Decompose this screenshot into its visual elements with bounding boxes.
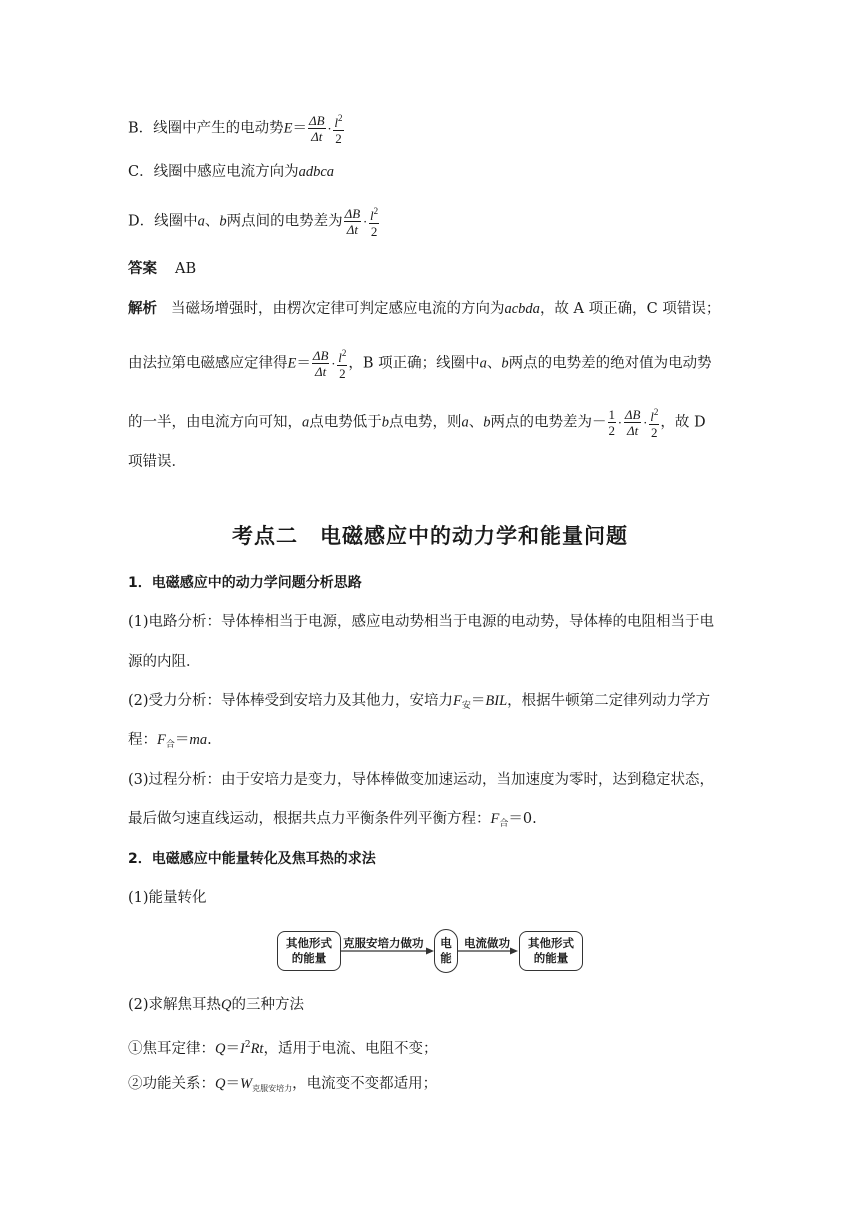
var-e: E — [283, 120, 293, 137]
analysis-text: 的一半，由电流方向可知， — [128, 414, 302, 431]
analysis-text: 由法拉第电磁感应定律得 — [128, 355, 288, 372]
var-bil: BIL — [485, 693, 508, 709]
option-d — [128, 204, 380, 239]
analysis-line-3 — [128, 405, 706, 440]
frac-den: Δt — [346, 222, 359, 237]
var-f: F — [490, 811, 500, 827]
var-a: a — [302, 414, 310, 431]
var-a: a — [197, 213, 205, 230]
option-b-text: B．线圈中产生的电动势 — [128, 120, 284, 137]
equals: ＝0. — [508, 811, 537, 827]
equals: ＝ — [470, 693, 486, 709]
s1-p3b — [128, 809, 537, 834]
equals: ＝ — [296, 355, 311, 372]
option-c — [128, 162, 334, 182]
s2-text: 的三种方法 — [231, 997, 305, 1013]
s1-heading: 1．电磁感应中的动力学问题分析思路 — [128, 575, 362, 591]
dot: · — [363, 214, 368, 229]
equals: ＝ — [225, 1076, 240, 1092]
sep: 、 — [204, 213, 220, 230]
answer-value: AB — [175, 261, 197, 277]
flow-arrow-2-label: 电流做功 — [464, 936, 510, 950]
equals: ＝ — [292, 120, 308, 137]
option-c-text: C．线圈中感应电流方向为 — [128, 164, 299, 180]
var-f: F — [157, 732, 166, 748]
sub: 安 — [461, 701, 471, 711]
frac-den: 2 — [339, 366, 346, 381]
var-e: E — [287, 355, 297, 372]
var-f: F — [453, 693, 462, 709]
dot: · — [618, 415, 622, 430]
s1-text: 最后做匀速直线运动，根据共点力平衡条件列平衡方程： — [128, 811, 491, 827]
fraction-l2-2 — [369, 204, 379, 239]
var-b: b — [501, 355, 509, 372]
frac-den: Δt — [626, 423, 639, 438]
s2-text: ①焦耳定律： — [128, 1041, 215, 1057]
var-q: Q — [215, 1076, 226, 1092]
frac-den: 2 — [370, 224, 378, 239]
frac-num: l — [650, 409, 654, 424]
frac-den: Δt — [315, 364, 327, 379]
sup: 2 — [373, 206, 379, 216]
s1-text: (2)受力分析：导体棒受到安培力及其他力，安培力 — [128, 693, 454, 709]
var-b: b — [381, 414, 389, 431]
analysis-text: 点电势，则 — [389, 414, 462, 431]
analysis-line-4 — [128, 452, 186, 472]
flow-box-label: 其他形式的能量 — [528, 936, 574, 965]
frac-num: ΔB — [344, 206, 361, 221]
option-d-text: D．线圈中 — [128, 213, 198, 230]
frac-num: ΔB — [312, 348, 329, 363]
period: . — [207, 732, 212, 748]
s1-text: 程： — [128, 732, 157, 748]
flow-box-label: 其他形式的能量 — [286, 936, 332, 965]
frac-den: 2 — [335, 131, 342, 146]
frac-num: l — [370, 208, 374, 223]
var-w: W — [239, 1076, 253, 1092]
dot: · — [643, 415, 648, 430]
s2-text: ，适用于电流、电阻不变； — [263, 1041, 438, 1057]
sub: 合 — [165, 740, 175, 750]
path-acbda: acbda — [504, 301, 540, 317]
flow-box-electric-energy — [434, 929, 458, 973]
s2-p2 — [128, 995, 304, 1015]
option-d-mid: 两点间的电势差为 — [226, 213, 343, 230]
section-title: 考点二 电磁感应中的动力学和能量问题 — [232, 524, 628, 548]
sep: 、 — [468, 414, 484, 431]
s1-p1b: 源的内阻． — [128, 654, 201, 670]
flow-box-label: 电能 — [440, 936, 452, 965]
fraction-db-dt — [624, 407, 642, 438]
fraction-db-dt — [344, 206, 362, 237]
analysis-text: 两点的电势差的绝对值为电动势 — [508, 355, 712, 372]
s2-text: (2)求解焦耳热 — [128, 997, 222, 1013]
var-b: b — [483, 414, 491, 431]
frac-num: 1 — [608, 407, 615, 422]
dot: · — [327, 121, 332, 136]
flow-box-other-energy-1 — [277, 931, 341, 971]
sup: 2 — [653, 407, 659, 417]
var-q: Q — [215, 1041, 226, 1057]
answer-label: 答案 — [128, 261, 157, 277]
equals: ＝ — [174, 732, 190, 748]
sub: 合 — [499, 819, 509, 829]
var-ma: ma — [189, 732, 208, 748]
frac-den: 2 — [608, 423, 615, 438]
fraction-l2-2 — [337, 346, 347, 381]
var-a: a — [479, 355, 487, 372]
sup: 2 — [338, 113, 343, 123]
var-i: I — [239, 1041, 245, 1057]
fraction-db-dt — [312, 348, 330, 379]
frac-den: Δt — [311, 129, 323, 144]
s1-p3a: (3)过程分析：由于安培力是变力，导体棒做变加速运动，当加速度为零时，达到稳定状态， — [128, 772, 715, 788]
frac-num: ΔB — [624, 407, 641, 422]
path-adbca: adbca — [298, 164, 335, 180]
analysis-label: 解析 — [128, 301, 157, 317]
equals: ＝ — [225, 1041, 240, 1057]
analysis-text: 两点的电势差为－ — [490, 414, 607, 431]
var-b: b — [219, 213, 227, 230]
analysis-text: ，故 A 项正确，C 项错误； — [539, 301, 721, 317]
fraction-l2-2 — [649, 405, 659, 440]
frac-num: l — [334, 115, 339, 130]
flow-box-other-energy-2 — [519, 931, 583, 971]
analysis-line-2 — [128, 346, 712, 381]
var-a: a — [461, 414, 469, 431]
s2-text: ，电流变不变都适用； — [292, 1076, 438, 1092]
analysis-text: ，故 D — [660, 414, 706, 431]
var-q: Q — [221, 997, 232, 1013]
analysis-text: 当磁场增强时，由楞次定律可判定感应电流的方向为 — [171, 301, 505, 317]
s2-heading: 2．电磁感应中能量转化及焦耳热的求法 — [128, 851, 376, 867]
analysis-text: ，B 项正确；线圈中 — [348, 355, 480, 372]
dot: · — [331, 356, 336, 371]
s1-text: ，根据牛顿第二定律列动力学方 — [507, 693, 711, 709]
fraction-l2-2 — [333, 111, 343, 146]
s1-p1a: (1)电路分析：导体棒相当于电源，感应电动势相当于电源的电动势，导体棒的电阻相当于电 — [128, 614, 715, 630]
frac-den: 2 — [651, 425, 658, 440]
s1-p2 — [128, 691, 710, 716]
fraction-half — [608, 407, 617, 438]
s1-p2c — [128, 730, 212, 755]
s2-p1: (1)能量转化 — [128, 890, 207, 906]
sup: 2 — [341, 348, 347, 358]
fraction-db-dt — [308, 113, 326, 144]
sub: 克服安培力 — [252, 1084, 293, 1093]
s2-text: ②功能关系： — [128, 1076, 215, 1092]
answer — [128, 259, 196, 279]
analysis-text: 点电势低于 — [309, 414, 382, 431]
sup: 2 — [244, 1040, 251, 1050]
frac-num: ΔB — [309, 113, 325, 128]
option-b — [128, 111, 345, 146]
flow-arrow-1-label: 克服安培力做功 — [343, 936, 424, 950]
sep: 、 — [486, 355, 502, 372]
analysis-line-1 — [128, 299, 720, 319]
s2-method-2 — [128, 1074, 437, 1099]
analysis-text: 项错误． — [128, 454, 186, 470]
energy-flow-diagram — [277, 929, 587, 973]
var-rt: Rt — [250, 1041, 264, 1057]
s2-method-1 — [128, 1035, 437, 1059]
frac-num: l — [338, 350, 342, 365]
